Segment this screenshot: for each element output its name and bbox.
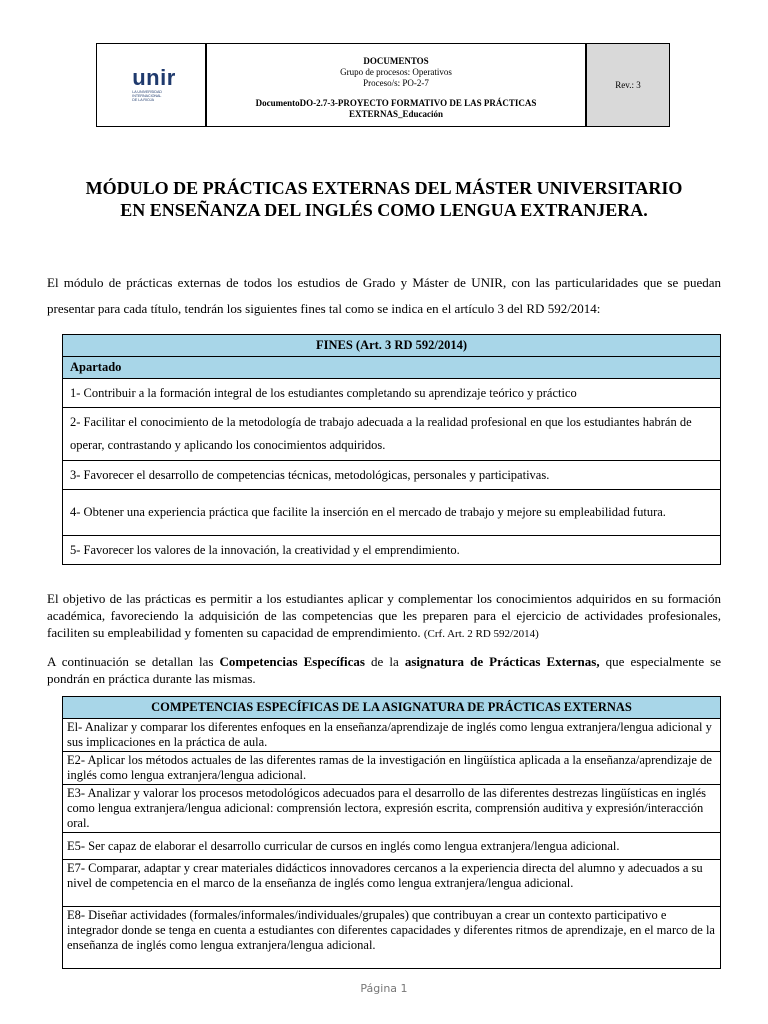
unir-logo (132, 64, 176, 103)
header-info (207, 44, 587, 126)
table-cell: 3- Favorecer el desarrollo de competencias técnicas, metodológicas, personales y participativas. (63, 461, 721, 490)
table-row (63, 461, 721, 490)
table-row (63, 536, 721, 565)
fines-table-header: FINES (Art. 3 RD 592/2014) (63, 335, 721, 357)
logo-sub-line: INTERNACIONAL (132, 93, 162, 98)
table-cell: 2- Facilitar el conocimiento de la metodología de trabajo adecuada a la realidad profesional en que los estudiantes habrán de operar, contrastando y aplicando los conocimientos adquiridos. (63, 408, 721, 461)
logo-subtitle (132, 90, 162, 103)
text-run-bold: Competencias Específicas (219, 654, 365, 669)
competencias-table (62, 696, 721, 969)
objective-paragraph (47, 590, 721, 643)
text-run: A continuación se detallan las (47, 654, 220, 669)
table-row (63, 752, 721, 785)
process-code: Proceso/s: PO-2-7 (363, 78, 429, 88)
table-cell: E5- Ser capaz de elaborar el desarrollo curricular de cursos en inglés como lengua extranjera/lengua adicional. (63, 833, 721, 860)
table-row (63, 860, 721, 907)
competencias-intro (47, 653, 721, 687)
table-cell: 5- Favorecer los valores de la innovación, la creatividad y el emprendimiento. (63, 536, 721, 565)
fines-table-subheader: Apartado (63, 357, 721, 379)
competencias-table-header: COMPETENCIAS ESPECÍFICAS DE LA ASIGNATURA DE PRÁCTICAS EXTERNAS (63, 697, 721, 719)
document-name-line1: DocumentoDO-2.7-3-PROYECTO FORMATIVO DE LAS PRÁCTICAS (255, 98, 537, 108)
logo-cell (97, 44, 207, 126)
logo-sub-line: DE LA RIOJA (132, 98, 154, 103)
table-row (63, 379, 721, 408)
table-row (63, 833, 721, 860)
revision-label: Rev.: 3 (615, 80, 641, 90)
logo-sub-line: LA UNIVERSIDAD (132, 89, 162, 94)
page-number: Página 1 (360, 982, 408, 995)
table-cell: E3- Analizar y valorar los procesos metodológicos adecuados para el desarrollo de las diferentes destrezas lingüísticas en inglés como lengua extranjera/lengua adicional: comprensión lectora, expresión escrita, comprensión auditiva y expresión/interacción oral. (63, 785, 721, 833)
title-line: EN ENSEÑANZA DEL INGLÉS COMO LENGUA EXTRANJERA. (120, 200, 648, 220)
page-title (40, 177, 728, 221)
title-line: MÓDULO DE PRÁCTICAS EXTERNAS DEL MÁSTER UNIVERSITARIO (85, 178, 683, 198)
table-row (63, 907, 721, 969)
document-name-line2: EXTERNAS_Educación (348, 109, 444, 119)
logo-text: unir (132, 64, 176, 90)
table-cell: E7- Comparar, adaptar y crear materiales didácticos innovadores cercanos a la experiencia directa del alumno y adecuados a su nivel de competencia en el marco de la enseñanza de inglés como lengua extranjera/lengua adicional. (63, 860, 721, 907)
fines-table (62, 334, 721, 565)
table-row (63, 785, 721, 833)
table-cell: E2- Aplicar los métodos actuales de las diferentes ramas de la investigación en lingüística aplicada a la enseñanza/aprendizaje de inglés como lengua extranjera/lengua adicional. (63, 752, 721, 785)
revision-cell (587, 44, 669, 126)
intro-paragraph: El módulo de prácticas externas de todos los estudios de Grado y Máster de UNIR, con las particularidades que se puedan presentar para cada título, tendrán los siguientes fines tal como se indica en el artículo 3 del RD 592/2014: (47, 275, 721, 316)
table-row (63, 719, 721, 752)
objective-text: El objetivo de las prácticas es permitir a los estudiantes aplicar y complementar los conocimientos adquiridos en su formación académica, favoreciendo la adquisición de las competencias que les preparen para el ejercicio de actividades profesionales, faciliten su empleabilidad y fomenten su capacidad de emprendimiento. (47, 591, 721, 640)
document-header (96, 43, 670, 127)
table-cell: 4- Obtener una experiencia práctica que facilite la inserción en el mercado de trabajo y mejore su empleabilidad futura. (63, 490, 721, 536)
table-cell: El- Analizar y comparar los diferentes enfoques en la enseñanza/aprendizaje de inglés como lengua extranjera/lengua adicional y sus implicaciones en la práctica de aula. (63, 719, 721, 752)
process-group: Grupo de procesos: Operativos (340, 67, 452, 77)
doc-label: DOCUMENTOS (363, 56, 429, 66)
table-row (63, 408, 721, 461)
text-run: que especialmente se pondrán en práctica durante las mismas. (47, 654, 721, 686)
table-cell: E8- Diseñar actividades (formales/informales/individuales/grupales) que contribuyan a crear un contexto participativo e integrador donde se tenga en cuenta a estudiantes con diferentes capacidades y diferentes ritmos de aprendizaje, en el marco de la enseñanza de inglés como lengua extranjera/lengua adicional. (63, 907, 721, 969)
table-row (63, 490, 721, 536)
text-run: de la (364, 654, 405, 669)
table-cell: 1- Contribuir a la formación integral de los estudiantes completando su aprendizaje teórico y práctico (63, 379, 721, 408)
objective-reference: (Crf. Art. 2 RD 592/2014) (423, 628, 539, 640)
text-run-bold: asignatura de Prácticas Externas, (404, 654, 600, 669)
